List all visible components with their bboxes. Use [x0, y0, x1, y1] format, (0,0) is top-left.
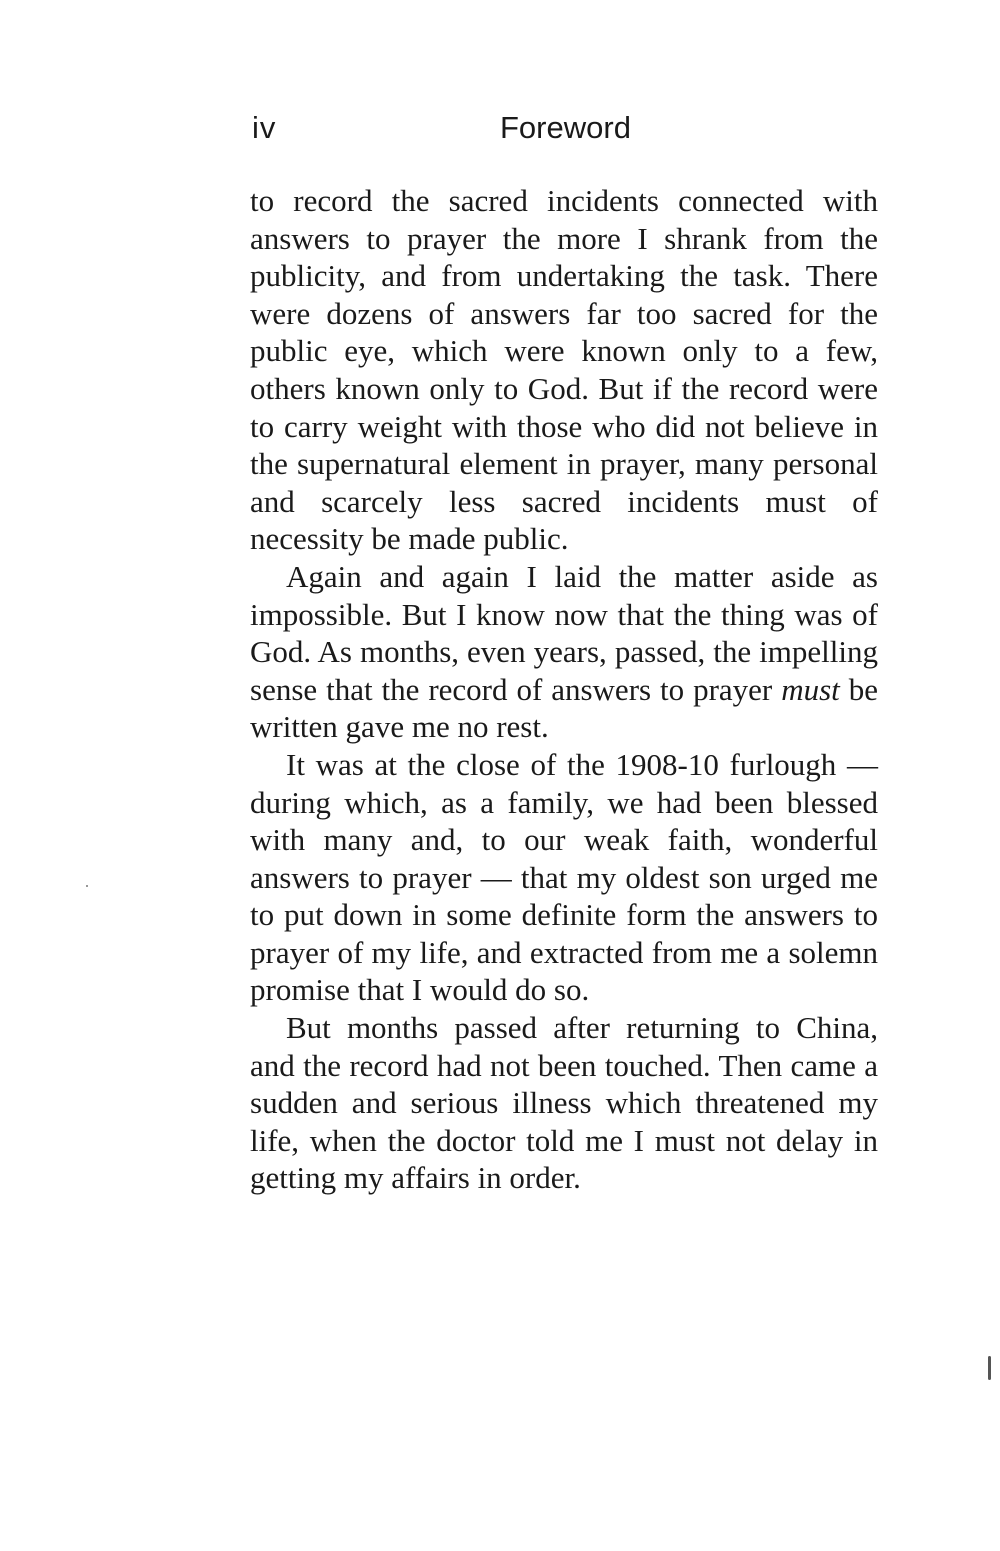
paragraph-4: But months passed after returning to China, and the record had not been touched. Then came a sudden and serious illness which threatened my life, when the doctor told me I must not delay in getting my affairs in order. [250, 1010, 878, 1196]
emphasized-word: must [781, 671, 840, 707]
page-number: iv [252, 110, 277, 145]
paragraph-3: It was at the close of the 1908-10 furlough — during which, as a family, we had been blessed with many and, to our weak faith, wonderful answers to prayer — that my oldest son urged me to put down in some definite form the answers to prayer of my life, and extracted from me a solemn promise that I would do so. [250, 746, 878, 1008]
paragraph-2-tail: be written gave me no rest. [250, 671, 878, 745]
chapter-title: Foreword [500, 110, 631, 145]
scan-margin-mark [988, 1356, 991, 1380]
paragraph-2-text: Again and again I laid the matter aside as impossible. But I know now that the thing was of God. As months, even years, passed, the impelling sense that the record of answers to prayer [250, 558, 878, 707]
running-head [252, 104, 880, 154]
paragraph-1: to record the sacred incidents connected with answers to prayer the more I shrank from the publicity, and from undertaking the task. There were dozens of answers far too sacred for the public eye, which were known only to a few, others known only to God. But if the record were to carry weight with those who did not believe in the supernatural element in prayer, many personal and scarcely less sacred incidents must of necessity be made public. [250, 183, 878, 557]
paragraph-2 [250, 558, 878, 746]
body-text [250, 182, 878, 1197]
scan-speck [86, 885, 88, 887]
